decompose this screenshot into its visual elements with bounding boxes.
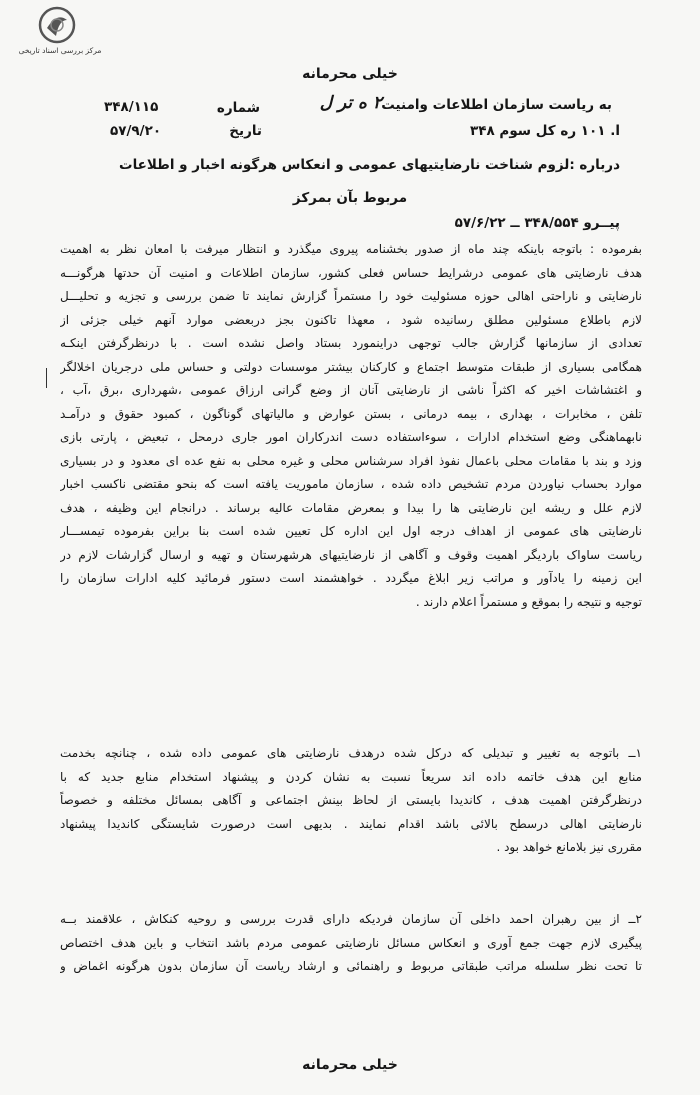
handwritten-note: ۲ ه تر ل	[319, 93, 382, 113]
body-line: هدف نارضایتی های عمومی درشرایط حساس فعلی کشور، سازمان اطلاعات و امنیت آن حدتها هرگونـــه	[60, 265, 642, 280]
body-line: بفرموده : باتوجه باینکه چند ماه از صدور بخشنامه پیروی میگذرد و انتظار میرفت با امعان نظر به اهمیت	[60, 242, 642, 256]
body-line: این زمینه را یادآور و مراتب زیر ابلاغ میگردد . خواهشمند است دستور فرمائید کلیه ادارات سازمان را	[60, 571, 642, 585]
point-1-line: مقرری نیز بلامانع خواهد بود .	[496, 840, 642, 854]
recipient-line: به ریاست سازمان اطلاعات وامنیت	[381, 97, 612, 113]
number-label: شماره	[216, 100, 260, 116]
point-1-line: ۱ــ باتوجه به تغییر و تبدیلی که درکل شده درهدف نارضایتی های عمومی داده شده ، چنانچه بخدمت	[60, 746, 642, 760]
body-line: همگامی بسیاری از طبقات متوسط اجتماع و کارکنان بیشتر موسسات دولتی و حساس ملی درجریان اخلالگر	[60, 359, 642, 374]
body-line: نارضایتی های عمومی از اهداف درجه اول این اداره کل تعیین شده است بنا براین بفرموده تیمســـار	[60, 524, 642, 538]
point-2-line: تا تحت نظر سلسله مراتب طبقاتی مربوط و راهنمائی و ارشاد ریاست آن سازمان بدون هرگونه اغماض و	[60, 959, 642, 973]
body-line: تعدادی از سازمانها گزارش جالب توجهی دراینمورد بستاد واصل نشده است . با درنظرگرفتن اینکـه	[60, 336, 642, 350]
body-line: توجیه و نتیجه را بموقع و مستمراً اعلام دارند .	[415, 594, 642, 609]
body-line: و اغتشاشات اخیر که اکثراً ناشی از نارضایتی آنان از وضع گرانی ارزاق عمومی ،شهرداری ،برق ،آب ،	[60, 383, 642, 397]
archive-logo-caption: مرکز بررسی اسناد تاریخی	[18, 46, 102, 55]
archive-logo	[10, 6, 110, 58]
point-1-line: منابع این هدف خاتمه داده اند سریعاً نسبت به نشان کردن و پیشنهاد استخدام منابع جدید که با	[60, 769, 642, 784]
sub-reference: ا. ۱۰۱ ره کل سوم ۳۴۸	[469, 123, 620, 139]
body-paragraph	[60, 238, 642, 614]
date-label: تاریخ	[229, 123, 262, 139]
margin-mark	[46, 368, 57, 388]
subject-line: درباره :لزوم شناخت نارضایتیهای عمومی و انعکاس هرگونه اخبار و اطلاعات	[119, 157, 620, 173]
body-line: وزد و بند با مقامات محلی باعمال نفوذ افراد سرشناس محلی و غیره محلی به نفع عده ای معدود و در بسیاری	[60, 453, 642, 468]
point-2-line: ۲ــ از بین رهبران احمد داخلی آن سازمان فردیکه دارای قدرت بررسی و روحیه کنکاش ، علاقمند بــه	[60, 912, 642, 926]
body-line: ریاست ساواک باردیگر اهمیت وقوف و آگاهی از نارضایتیهای هرشهرستان و تهیه و ارسال گزارشات لازم در	[60, 547, 642, 562]
body-line: موارد بحساب نیاوردن مردم تشخیص داده شده ، سازمان ماموریت یافته است که بنحو مقتضی ناکسب اخبار	[60, 477, 642, 491]
point-2-paragraph	[60, 908, 642, 979]
classification-footer: خیلی محرمانه	[302, 1057, 398, 1073]
date-value: ۵۷/۹/۲۰	[110, 123, 162, 139]
body-line: لازم باطلاع مسئولین مطلق رسانیده شود ، معهذا تاکنون بجز دربعضی موارد آنهم خیلی جزئی از	[60, 312, 642, 327]
point-1-line: درنظرگرفتن اهمیت هدف ، کاندیدا بایستی از لحاظ بینش اجتماعی و آگاهی بمسائل مختلفه و خصوصاً	[60, 793, 642, 807]
subject-line-continued: مربوط بآن بمرکز	[292, 190, 408, 206]
number-value: ۳۴۸/۱۱۵	[104, 99, 159, 115]
point-1-line: نارضایتی اهالی درسطح بالائی باشد اقدام نمایند . بدیهی است درصورت شایستگی کاندیدا پیشنهاد	[60, 816, 642, 831]
archive-logo-icon	[38, 6, 76, 44]
body-line: نابهماهنگی وضع استخدام ادارات ، سوءاستفاده دست اندرکاران امور جاری درمحل ، تبعیض ، پارتی بازی	[60, 430, 642, 444]
classification-header: خیلی محرمانه	[302, 66, 398, 82]
reference-line: پیــرو ۳۴۸/۵۵۴ ــ ۵۷/۶/۲۲	[454, 215, 620, 231]
point-1-paragraph	[60, 742, 642, 860]
body-line: لازم علل و ریشه این نارضایتی ها را بیدا و بمعرض مقامات عالیه برساند . درانجام این وظیفه ، هدف	[60, 500, 642, 515]
point-2-line: پیگیری لازم جهت جمع آوری و انعکاس مسائل نارضایتی عمومی مردم باشد انتخاب و باین هدف اختصاص	[60, 935, 642, 950]
body-line: نارضایتی و ناراحتی اهالی حوزه مسئولیت خود را مستمراً گزارش نمایند تا ضمن بررسی و تجزیه و تحلیـــل	[60, 289, 642, 303]
body-line: تلفن ، مخابرات ، بهداری ، بیمه درمانی ، بستن عوارض و مالیاتهای گوناگون ، کمبود حقوق و درآمـد	[60, 406, 642, 421]
